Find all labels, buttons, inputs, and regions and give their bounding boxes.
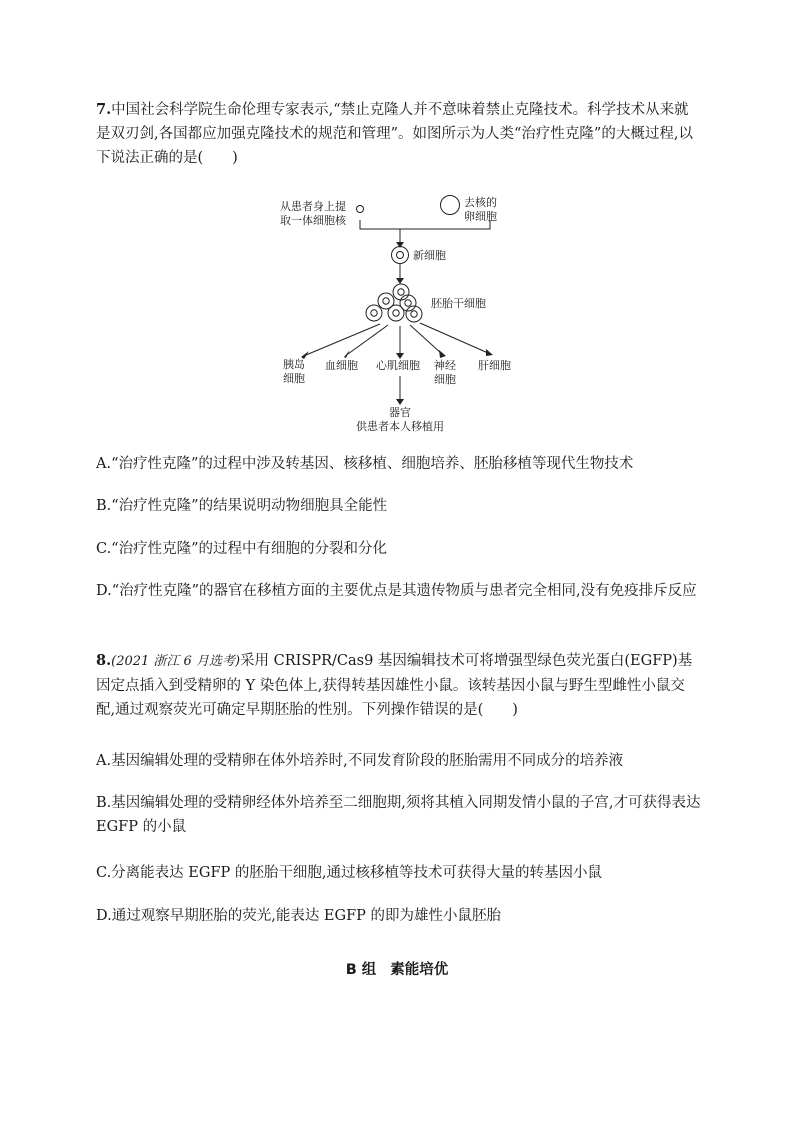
arrow-to-liver	[420, 323, 488, 353]
question-8-source: (2021 浙江 6 月选考)	[111, 654, 241, 669]
question-7-number: 7.	[96, 101, 112, 118]
arrow-to-islet	[306, 324, 380, 355]
section-title: 素能培优	[390, 962, 449, 978]
question-7-option-b[interactable]: B.“治疗性克隆”的结果说明动物细胞具全能性	[96, 498, 388, 514]
new-cell-icon	[392, 247, 409, 264]
question-8-option-a[interactable]: A.基因编辑处理的受精卵在体外培养时,不同发育阶段的胚胎需用不同成分的培养液	[96, 753, 624, 769]
arrow-to-nerve	[410, 325, 442, 354]
question-8-option-c[interactable]: C.分离能表达 EGFP 的胚胎干细胞,通过核移植等技术可获得大量的转基因小鼠	[96, 865, 602, 881]
question-7-option-a[interactable]: A.“治疗性克隆”的过程中涉及转基因、核移植、细胞培养、胚胎移植等现代生物技术	[96, 456, 634, 472]
stem-cell-cluster-icon	[366, 284, 422, 322]
label-cardiac-cells: 心肌细胞	[376, 359, 420, 372]
question-8-option-d[interactable]: D.通过观察早期胚胎的荧光,能表达 EGFP 的即为雄性小鼠胚胎	[96, 908, 502, 924]
label-liver-cells: 肝细胞	[478, 359, 511, 372]
section-group: B 组	[345, 962, 377, 978]
question-8-number: 8.	[96, 652, 112, 669]
label-organ-transplant: 器官 供患者本人移植用	[356, 406, 444, 433]
label-nerve-cells: 神经 细胞	[434, 359, 456, 386]
somatic-nucleus-icon	[357, 206, 364, 213]
question-8-stem	[96, 649, 702, 722]
question-8-option-b[interactable]: B.基因编辑处理的受精卵经体外培养至二细胞期,须将其植入同期发情小鼠的子宫,才可获得表达 EGFP 的小鼠	[96, 795, 701, 835]
egg-cell-icon	[441, 196, 460, 215]
label-new-cell: 新细胞	[413, 249, 446, 262]
question-8-text: 采用 CRISPR/Cas9 基因编辑技术可将增强型绿色荧光蛋白(EGFP)基因定点插入到受精卵的 Y 染色体上,获得转基因雄性小鼠。该转基因小鼠与野生型雌性小鼠交配,通过观察荧光可确定早期胚胎的性别。下列操作错误的是( )	[96, 653, 693, 718]
label-donor-nucleus: 从患者身上提 取一体细胞核	[280, 200, 346, 227]
therapeutic-cloning-diagram	[270, 190, 530, 440]
question-7-option-d[interactable]: D.“治疗性克隆”的器官在移植方面的主要优点是其遗传物质与患者完全相同,没有免疫排斥反应	[96, 583, 697, 599]
question-7-text: 中国社会科学院生命伦理专家表示,“禁止克隆人并不意味着禁止克隆技术。科学技术从来就是双刃剑,各国都应加强克隆技术的规范和管理”。如图所示为人类“治疗性克隆”的大概过程,以下说法正确的是( )	[96, 102, 693, 166]
label-enucleated-egg: 去核的 卵细胞	[464, 196, 497, 223]
section-heading	[0, 958, 794, 979]
question-7-option-c[interactable]: C.“治疗性克隆”的过程中有细胞的分裂和分化	[96, 541, 388, 557]
label-embryonic-stem-cells: 胚胎干细胞	[431, 297, 486, 310]
label-blood-cells: 血细胞	[325, 359, 358, 372]
question-7-stem	[96, 98, 702, 170]
label-islet-cells: 胰岛 细胞	[283, 358, 305, 385]
